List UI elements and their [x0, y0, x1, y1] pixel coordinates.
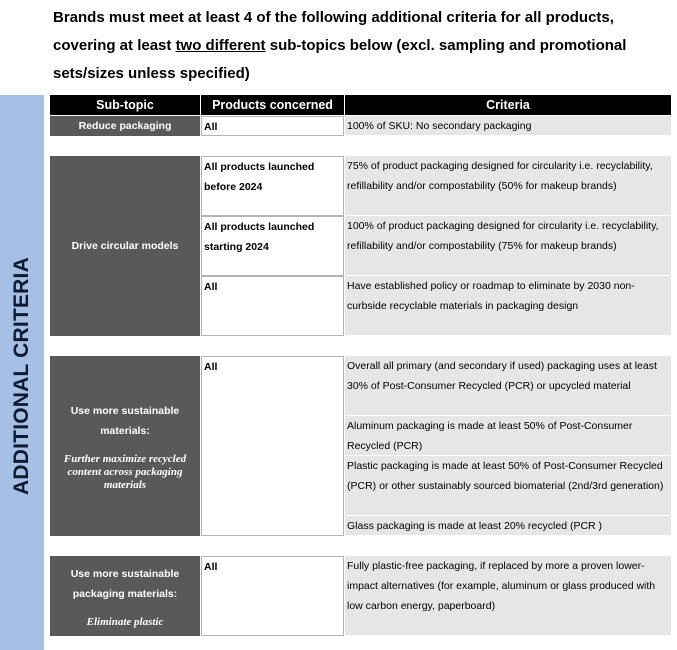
products-cell: All [201, 276, 344, 336]
criteria-cell: Have established policy or roadmap to eliminate by 2030 non-curbside recyclable materials in packaging design [345, 276, 671, 336]
heading-text-end: sub-topics below (excl. sampling and promotional sets/sizes unless specified) [53, 37, 627, 82]
heading-underlined-text: two different [175, 37, 266, 54]
criteria-cell: 75% of product packaging designed for circularity i.e. recyclability, refillability and/or compostability (50% for makeup brands) [345, 156, 671, 216]
subtopic-label: Use more sustainable materials: [70, 404, 180, 437]
header-criteria: Criteria [345, 95, 671, 115]
criteria-cell: Fully plastic-free packaging, if replaced by more a proven lower-impact alternatives (for example, aluminum or glass produced with low carbon energy, paperboard) [345, 556, 671, 636]
products-cell: All [201, 116, 344, 136]
header-subtopic: Sub-topic [50, 95, 200, 115]
products-cell: All [201, 556, 344, 636]
subtopic-sustainable-materials [50, 356, 200, 536]
criteria-cell: Glass packaging is made at least 20% recycled (PCR ) [345, 516, 671, 536]
criteria-cell: Plastic packaging is made at least 50% of Post-Consumer Recycled (PCR) or other sustainably sourced biomaterial (2nd/3rd generation) [345, 456, 671, 516]
heading-text-start: Brands must meet at least 4 of the following additional criteria for all products, covering at least [53, 9, 614, 54]
subtopic-label: Use more sustainable packaging materials: [70, 567, 180, 600]
criteria-heading [53, 4, 673, 88]
subtopic-label: Reduce packaging [78, 120, 172, 132]
criteria-cell: 100% of product packaging designed for circularity i.e. recyclability, refillability and/or compostability (75% for makeup brands) [345, 216, 671, 276]
products-cell: All products launched before 2024 [201, 156, 344, 216]
subtopic-drive-circular-models [50, 156, 200, 336]
subtopic-sustainable-packaging-materials [50, 556, 200, 636]
sidebar-label: ADDITIONAL CRITERIA [10, 257, 33, 495]
criteria-cell: Overall all primary (and secondary if used) packaging uses at least 30% of Post-Consumer Recycled (PCR) or upcycled material [345, 356, 671, 416]
subtopic-label: Drive circular models [71, 240, 179, 252]
header-products-concerned: Products concerned [201, 95, 344, 115]
products-cell: All [201, 356, 344, 536]
subtopic-reduce-packaging [50, 116, 200, 136]
subtopic-note: Eliminate plastic [86, 615, 164, 628]
products-cell: All products launched starting 2024 [201, 216, 344, 276]
criteria-cell: Aluminum packaging is made at least 50% of Post-Consumer Recycled (PCR) [345, 416, 671, 456]
criteria-cell: 100% of SKU: No secondary packaging [345, 116, 671, 136]
subtopic-note: Further maximize recycled content across packaging materials [63, 452, 187, 491]
